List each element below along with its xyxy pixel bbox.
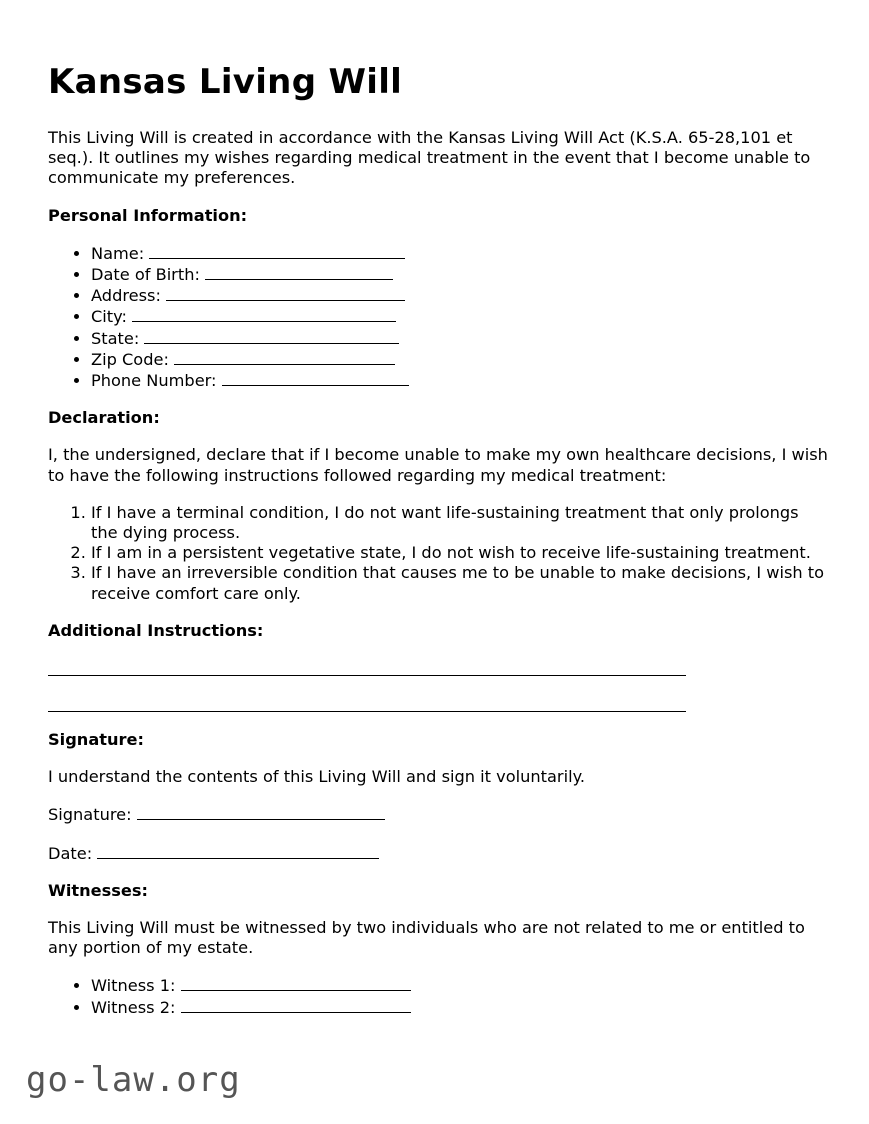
signature-blank[interactable] xyxy=(137,804,385,820)
signature-field: Signature: xyxy=(48,804,828,825)
document-page xyxy=(48,60,828,1035)
signature-heading: Signature: xyxy=(48,730,144,750)
witness-2-field: • Witness 2: xyxy=(91,997,828,1018)
personal-info-list xyxy=(48,243,828,391)
personal-info-heading: Personal Information: xyxy=(48,205,248,225)
zip-blank[interactable] xyxy=(174,349,395,365)
witnesses-text: This Living Will must be witnessed by two individuals who are not related to me or entitled to any portion of my estate. xyxy=(48,918,805,958)
additional-instructions-heading: Additional Instructions: xyxy=(48,620,264,640)
name-blank[interactable] xyxy=(149,243,405,259)
witness-1-field: • Witness 1: xyxy=(91,975,828,996)
declaration-item: 2. If I am in a persistent vegetative state, I do not wish to receive life-sustaining treatment. xyxy=(91,543,828,563)
personal-field-phone: • Phone Number: xyxy=(91,370,828,391)
city-blank[interactable] xyxy=(132,306,396,322)
intro-paragraph: This Living Will is created in accordance with the Kansas Living Will Act (K.S.A. 65-28,101 et seq.). It outlines my wishes regarding medical treatment in the event that I become unable to communicate my preferences. xyxy=(48,128,811,188)
signature-text: I understand the contents of this Living Will and sign it voluntarily. xyxy=(48,767,585,787)
declaration-item: 3. If I have an irreversible condition that causes me to be unable to make decisions, I wish to receive comfort care only. xyxy=(91,563,828,603)
personal-field-name: • Name: xyxy=(91,243,828,264)
declaration-list xyxy=(48,503,828,604)
phone-blank[interactable] xyxy=(222,370,409,386)
personal-field-dob: • Date of Birth: xyxy=(91,264,828,285)
witness-2-blank[interactable] xyxy=(181,997,411,1013)
date-blank[interactable] xyxy=(97,843,379,859)
date-field: Date: xyxy=(48,843,828,864)
additional-instructions-line-1[interactable] xyxy=(48,658,686,676)
document-title: Kansas Living Will xyxy=(48,62,403,102)
dob-blank[interactable] xyxy=(205,264,393,280)
address-blank[interactable] xyxy=(166,285,405,301)
witnesses-heading: Witnesses: xyxy=(48,880,149,900)
declaration-heading: Declaration: xyxy=(48,408,160,428)
personal-field-city: • City: xyxy=(91,306,828,327)
state-blank[interactable] xyxy=(144,328,399,344)
declaration-text: I, the undersigned, declare that if I become unable to make my own healthcare decisions, I wish to have the following instructions followed regarding my medical treatment: xyxy=(48,445,828,485)
personal-field-address: • Address: xyxy=(91,285,828,306)
personal-field-state: • State: xyxy=(91,328,828,349)
additional-instructions-line-2[interactable] xyxy=(48,694,686,712)
personal-field-zip: • Zip Code: xyxy=(91,349,828,370)
witnesses-list xyxy=(48,975,828,1017)
declaration-item: 1. If I have a terminal condition, I do not want life-sustaining treatment that only prolongs the dying process. xyxy=(91,503,828,543)
watermark: go-law.org xyxy=(26,1060,241,1100)
witness-1-blank[interactable] xyxy=(181,975,411,991)
